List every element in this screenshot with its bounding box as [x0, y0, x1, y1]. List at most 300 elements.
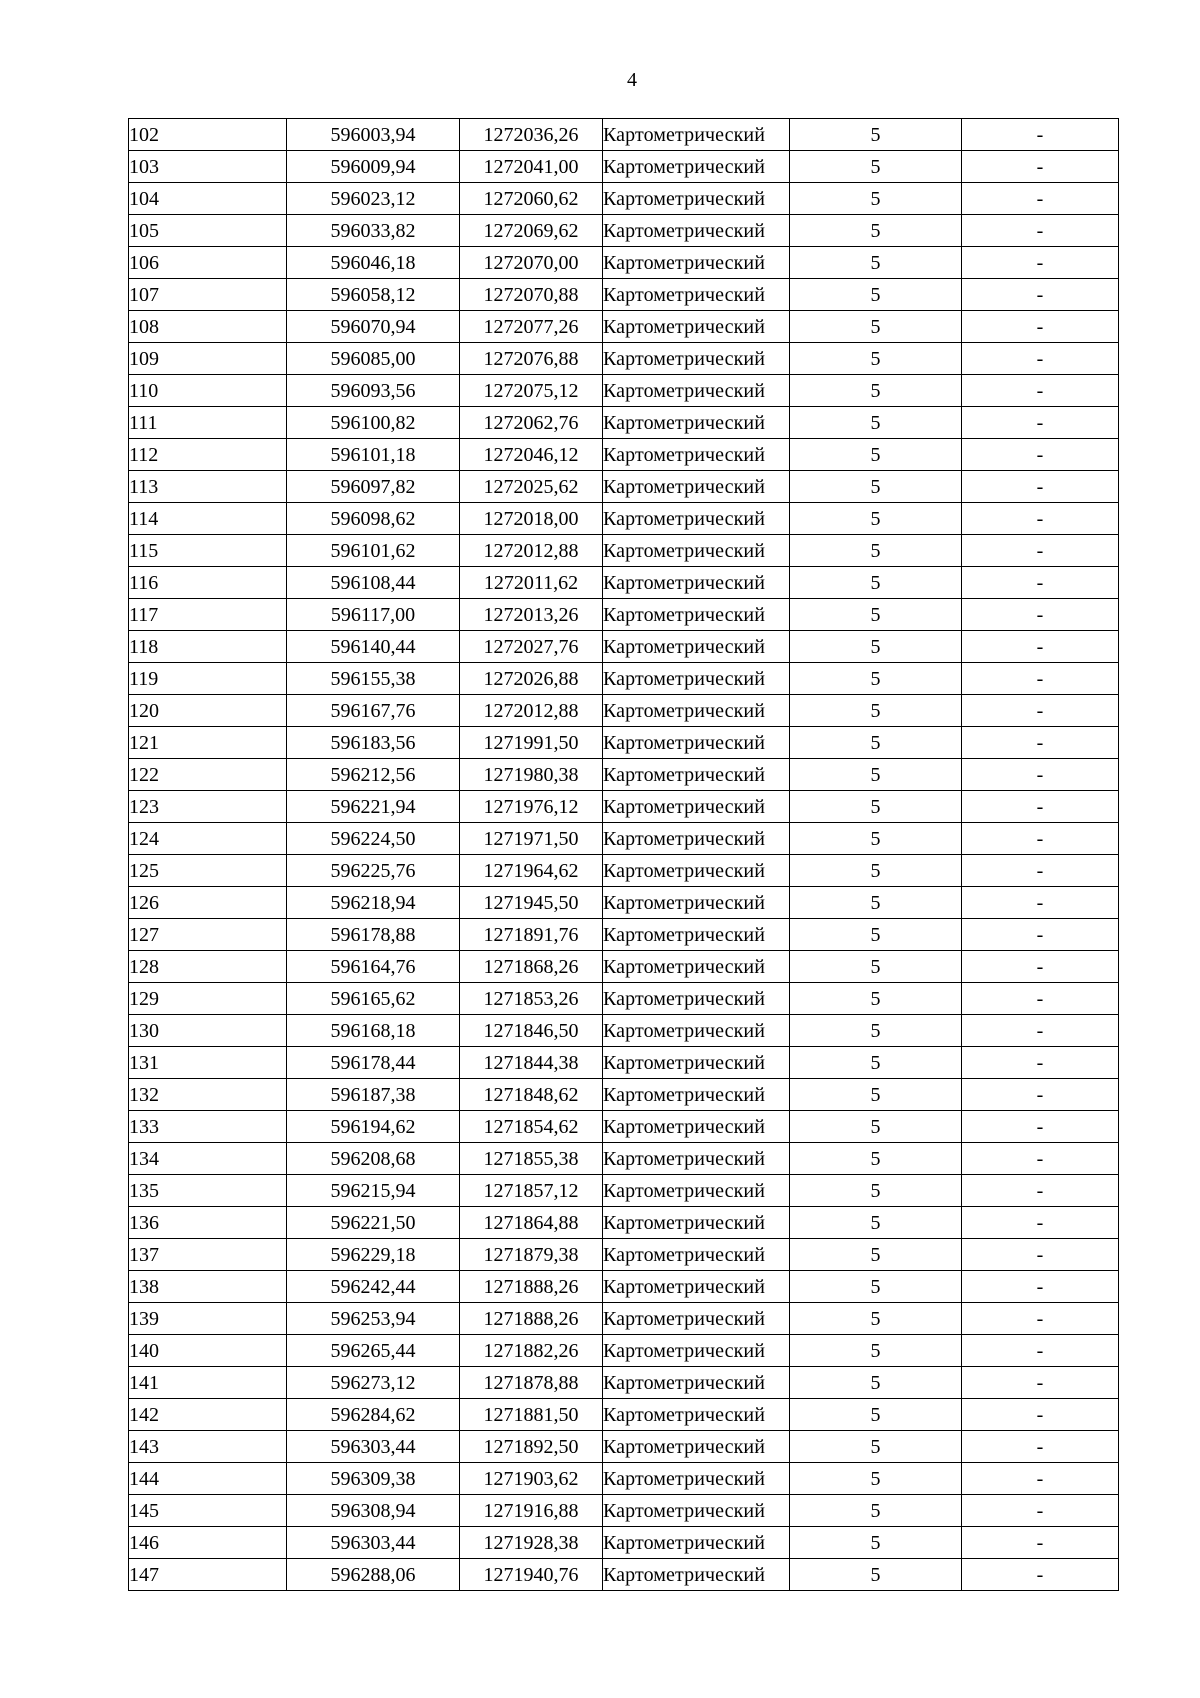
point-number-cell: 114: [129, 503, 287, 535]
accuracy-cell: 5: [790, 1527, 962, 1559]
note-cell: -: [962, 855, 1119, 887]
y-coordinate-cell: 1271846,50: [460, 1015, 603, 1047]
y-coordinate-cell: 1271980,38: [460, 759, 603, 791]
y-coordinate-cell: 1272018,00: [460, 503, 603, 535]
note-cell: -: [962, 1207, 1119, 1239]
y-coordinate-cell: 1271879,38: [460, 1239, 603, 1271]
y-coordinate-cell: 1271892,50: [460, 1431, 603, 1463]
accuracy-cell: 5: [790, 215, 962, 247]
point-number-cell: 129: [129, 983, 287, 1015]
method-cell: Картометрический: [603, 311, 790, 343]
point-number-cell: 110: [129, 375, 287, 407]
point-number-cell: 141: [129, 1367, 287, 1399]
table-row: [129, 1207, 1119, 1239]
y-coordinate-cell: 1272075,12: [460, 375, 603, 407]
note-cell: -: [962, 1303, 1119, 1335]
x-coordinate-cell: 596058,12: [287, 279, 460, 311]
x-coordinate-cell: 596168,18: [287, 1015, 460, 1047]
accuracy-cell: 5: [790, 439, 962, 471]
y-coordinate-cell: 1271888,26: [460, 1271, 603, 1303]
point-number-cell: 124: [129, 823, 287, 855]
note-cell: -: [962, 375, 1119, 407]
accuracy-cell: 5: [790, 1495, 962, 1527]
note-cell: -: [962, 535, 1119, 567]
accuracy-cell: 5: [790, 151, 962, 183]
method-cell: Картометрический: [603, 1335, 790, 1367]
accuracy-cell: 5: [790, 1239, 962, 1271]
point-number-cell: 108: [129, 311, 287, 343]
table-row: [129, 1335, 1119, 1367]
table-row: [129, 663, 1119, 695]
table-row: [129, 567, 1119, 599]
table-row: [129, 471, 1119, 503]
note-cell: -: [962, 1047, 1119, 1079]
x-coordinate-cell: 596155,38: [287, 663, 460, 695]
method-cell: Картометрический: [603, 951, 790, 983]
note-cell: -: [962, 1527, 1119, 1559]
x-coordinate-cell: 596093,56: [287, 375, 460, 407]
y-coordinate-cell: 1272060,62: [460, 183, 603, 215]
x-coordinate-cell: 596003,94: [287, 119, 460, 151]
method-cell: Картометрический: [603, 1271, 790, 1303]
table-row: [129, 823, 1119, 855]
method-cell: Картометрический: [603, 791, 790, 823]
method-cell: Картометрический: [603, 1207, 790, 1239]
x-coordinate-cell: 596225,76: [287, 855, 460, 887]
point-number-cell: 107: [129, 279, 287, 311]
accuracy-cell: 5: [790, 1303, 962, 1335]
accuracy-cell: 5: [790, 1335, 962, 1367]
table-row: [129, 983, 1119, 1015]
method-cell: Картометрический: [603, 1047, 790, 1079]
method-cell: Картометрический: [603, 1527, 790, 1559]
x-coordinate-cell: 596194,62: [287, 1111, 460, 1143]
note-cell: -: [962, 759, 1119, 791]
accuracy-cell: 5: [790, 823, 962, 855]
accuracy-cell: 5: [790, 567, 962, 599]
point-number-cell: 127: [129, 919, 287, 951]
accuracy-cell: 5: [790, 951, 962, 983]
point-number-cell: 102: [129, 119, 287, 151]
point-number-cell: 136: [129, 1207, 287, 1239]
point-number-cell: 112: [129, 439, 287, 471]
note-cell: -: [962, 503, 1119, 535]
note-cell: -: [962, 439, 1119, 471]
accuracy-cell: 5: [790, 407, 962, 439]
accuracy-cell: 5: [790, 887, 962, 919]
accuracy-cell: 5: [790, 1207, 962, 1239]
x-coordinate-cell: 596046,18: [287, 247, 460, 279]
table-row: [129, 1495, 1119, 1527]
method-cell: Картометрический: [603, 1079, 790, 1111]
table-row: [129, 1175, 1119, 1207]
point-number-cell: 126: [129, 887, 287, 919]
method-cell: Картометрический: [603, 1015, 790, 1047]
note-cell: -: [962, 1271, 1119, 1303]
accuracy-cell: 5: [790, 855, 962, 887]
accuracy-cell: 5: [790, 759, 962, 791]
accuracy-cell: 5: [790, 119, 962, 151]
coordinates-table-body: [129, 119, 1119, 1591]
note-cell: -: [962, 791, 1119, 823]
x-coordinate-cell: 596303,44: [287, 1431, 460, 1463]
point-number-cell: 122: [129, 759, 287, 791]
y-coordinate-cell: 1272069,62: [460, 215, 603, 247]
table-row: [129, 119, 1119, 151]
method-cell: Картометрический: [603, 1559, 790, 1591]
y-coordinate-cell: 1272026,88: [460, 663, 603, 695]
point-number-cell: 123: [129, 791, 287, 823]
note-cell: -: [962, 1495, 1119, 1527]
table-row: [129, 855, 1119, 887]
table-row: [129, 311, 1119, 343]
y-coordinate-cell: 1272077,26: [460, 311, 603, 343]
accuracy-cell: 5: [790, 1015, 962, 1047]
table-row: [129, 1399, 1119, 1431]
x-coordinate-cell: 596229,18: [287, 1239, 460, 1271]
accuracy-cell: 5: [790, 983, 962, 1015]
method-cell: Картометрический: [603, 503, 790, 535]
x-coordinate-cell: 596183,56: [287, 727, 460, 759]
accuracy-cell: 5: [790, 1175, 962, 1207]
table-row: [129, 1079, 1119, 1111]
note-cell: -: [962, 311, 1119, 343]
accuracy-cell: 5: [790, 1463, 962, 1495]
x-coordinate-cell: 596215,94: [287, 1175, 460, 1207]
note-cell: -: [962, 1143, 1119, 1175]
y-coordinate-cell: 1271878,88: [460, 1367, 603, 1399]
method-cell: Картометрический: [603, 439, 790, 471]
point-number-cell: 109: [129, 343, 287, 375]
method-cell: Картометрический: [603, 1431, 790, 1463]
table-row: [129, 631, 1119, 663]
y-coordinate-cell: 1271868,26: [460, 951, 603, 983]
page-number: 4: [627, 69, 637, 91]
table-row: [129, 1047, 1119, 1079]
x-coordinate-cell: 596308,94: [287, 1495, 460, 1527]
method-cell: Картометрический: [603, 567, 790, 599]
point-number-cell: 143: [129, 1431, 287, 1463]
point-number-cell: 140: [129, 1335, 287, 1367]
accuracy-cell: 5: [790, 1271, 962, 1303]
method-cell: Картометрический: [603, 1463, 790, 1495]
method-cell: Картометрический: [603, 663, 790, 695]
point-number-cell: 139: [129, 1303, 287, 1335]
accuracy-cell: 5: [790, 1559, 962, 1591]
table-row: [129, 1463, 1119, 1495]
y-coordinate-cell: 1272012,88: [460, 695, 603, 727]
x-coordinate-cell: 596253,94: [287, 1303, 460, 1335]
x-coordinate-cell: 596085,00: [287, 343, 460, 375]
table-row: [129, 343, 1119, 375]
accuracy-cell: 5: [790, 279, 962, 311]
x-coordinate-cell: 596009,94: [287, 151, 460, 183]
table-row: [129, 791, 1119, 823]
point-number-cell: 145: [129, 1495, 287, 1527]
method-cell: Картометрический: [603, 1143, 790, 1175]
accuracy-cell: 5: [790, 1047, 962, 1079]
point-number-cell: 103: [129, 151, 287, 183]
note-cell: -: [962, 599, 1119, 631]
note-cell: -: [962, 951, 1119, 983]
point-number-cell: 130: [129, 1015, 287, 1047]
x-coordinate-cell: 596309,38: [287, 1463, 460, 1495]
y-coordinate-cell: 1271945,50: [460, 887, 603, 919]
y-coordinate-cell: 1272027,76: [460, 631, 603, 663]
accuracy-cell: 5: [790, 1111, 962, 1143]
y-coordinate-cell: 1271855,38: [460, 1143, 603, 1175]
table-row: [129, 1271, 1119, 1303]
point-number-cell: 142: [129, 1399, 287, 1431]
accuracy-cell: 5: [790, 695, 962, 727]
y-coordinate-cell: 1272070,88: [460, 279, 603, 311]
x-coordinate-cell: 596140,44: [287, 631, 460, 663]
table-row: [129, 247, 1119, 279]
note-cell: -: [962, 1399, 1119, 1431]
x-coordinate-cell: 596117,00: [287, 599, 460, 631]
y-coordinate-cell: 1271891,76: [460, 919, 603, 951]
accuracy-cell: 5: [790, 471, 962, 503]
method-cell: Картометрический: [603, 535, 790, 567]
method-cell: Картометрический: [603, 855, 790, 887]
point-number-cell: 117: [129, 599, 287, 631]
point-number-cell: 135: [129, 1175, 287, 1207]
note-cell: -: [962, 1239, 1119, 1271]
method-cell: Картометрический: [603, 151, 790, 183]
point-number-cell: 138: [129, 1271, 287, 1303]
point-number-cell: 116: [129, 567, 287, 599]
y-coordinate-cell: 1272076,88: [460, 343, 603, 375]
note-cell: -: [962, 1079, 1119, 1111]
y-coordinate-cell: 1272070,00: [460, 247, 603, 279]
point-number-cell: 147: [129, 1559, 287, 1591]
table-row: [129, 503, 1119, 535]
y-coordinate-cell: 1271991,50: [460, 727, 603, 759]
table-row: [129, 1527, 1119, 1559]
table-row: [129, 279, 1119, 311]
accuracy-cell: 5: [790, 1367, 962, 1399]
x-coordinate-cell: 596167,76: [287, 695, 460, 727]
x-coordinate-cell: 596101,18: [287, 439, 460, 471]
method-cell: Картометрический: [603, 471, 790, 503]
point-number-cell: 144: [129, 1463, 287, 1495]
method-cell: Картометрический: [603, 1495, 790, 1527]
accuracy-cell: 5: [790, 631, 962, 663]
accuracy-cell: 5: [790, 183, 962, 215]
method-cell: Картометрический: [603, 407, 790, 439]
note-cell: -: [962, 151, 1119, 183]
y-coordinate-cell: 1272041,00: [460, 151, 603, 183]
note-cell: -: [962, 567, 1119, 599]
y-coordinate-cell: 1271853,26: [460, 983, 603, 1015]
method-cell: Картометрический: [603, 215, 790, 247]
note-cell: -: [962, 343, 1119, 375]
point-number-cell: 106: [129, 247, 287, 279]
note-cell: -: [962, 1015, 1119, 1047]
table-row: [129, 727, 1119, 759]
y-coordinate-cell: 1271888,26: [460, 1303, 603, 1335]
x-coordinate-cell: 596101,62: [287, 535, 460, 567]
method-cell: Картометрический: [603, 343, 790, 375]
note-cell: -: [962, 1335, 1119, 1367]
point-number-cell: 121: [129, 727, 287, 759]
table-row: [129, 1367, 1119, 1399]
y-coordinate-cell: 1272012,88: [460, 535, 603, 567]
table-row: [129, 1559, 1119, 1591]
point-number-cell: 125: [129, 855, 287, 887]
method-cell: Картометрический: [603, 1175, 790, 1207]
point-number-cell: 104: [129, 183, 287, 215]
accuracy-cell: 5: [790, 1431, 962, 1463]
note-cell: -: [962, 1367, 1119, 1399]
note-cell: -: [962, 1175, 1119, 1207]
note-cell: -: [962, 983, 1119, 1015]
method-cell: Картометрический: [603, 1399, 790, 1431]
note-cell: -: [962, 279, 1119, 311]
accuracy-cell: 5: [790, 1399, 962, 1431]
x-coordinate-cell: 596033,82: [287, 215, 460, 247]
coordinates-table: [128, 118, 1119, 1591]
accuracy-cell: 5: [790, 663, 962, 695]
method-cell: Картометрический: [603, 183, 790, 215]
point-number-cell: 132: [129, 1079, 287, 1111]
table-row: [129, 375, 1119, 407]
x-coordinate-cell: 596284,62: [287, 1399, 460, 1431]
point-number-cell: 113: [129, 471, 287, 503]
note-cell: -: [962, 1463, 1119, 1495]
method-cell: Картометрический: [603, 759, 790, 791]
method-cell: Картометрический: [603, 631, 790, 663]
x-coordinate-cell: 596208,68: [287, 1143, 460, 1175]
y-coordinate-cell: 1271971,50: [460, 823, 603, 855]
method-cell: Картометрический: [603, 247, 790, 279]
y-coordinate-cell: 1272013,26: [460, 599, 603, 631]
x-coordinate-cell: 596187,38: [287, 1079, 460, 1111]
x-coordinate-cell: 596212,56: [287, 759, 460, 791]
y-coordinate-cell: 1271844,38: [460, 1047, 603, 1079]
method-cell: Картометрический: [603, 1303, 790, 1335]
method-cell: Картометрический: [603, 919, 790, 951]
y-coordinate-cell: 1271857,12: [460, 1175, 603, 1207]
table-row: [129, 599, 1119, 631]
point-number-cell: 137: [129, 1239, 287, 1271]
x-coordinate-cell: 596097,82: [287, 471, 460, 503]
x-coordinate-cell: 596221,94: [287, 791, 460, 823]
note-cell: -: [962, 247, 1119, 279]
x-coordinate-cell: 596224,50: [287, 823, 460, 855]
y-coordinate-cell: 1271881,50: [460, 1399, 603, 1431]
x-coordinate-cell: 596165,62: [287, 983, 460, 1015]
y-coordinate-cell: 1271864,88: [460, 1207, 603, 1239]
y-coordinate-cell: 1271964,62: [460, 855, 603, 887]
point-number-cell: 128: [129, 951, 287, 983]
point-number-cell: 111: [129, 407, 287, 439]
method-cell: Картометрический: [603, 983, 790, 1015]
accuracy-cell: 5: [790, 599, 962, 631]
note-cell: -: [962, 119, 1119, 151]
x-coordinate-cell: 596218,94: [287, 887, 460, 919]
point-number-cell: 131: [129, 1047, 287, 1079]
note-cell: -: [962, 1559, 1119, 1591]
method-cell: Картометрический: [603, 887, 790, 919]
note-cell: -: [962, 631, 1119, 663]
accuracy-cell: 5: [790, 343, 962, 375]
accuracy-cell: 5: [790, 727, 962, 759]
method-cell: Картометрический: [603, 279, 790, 311]
table-row: [129, 535, 1119, 567]
table-row: [129, 1303, 1119, 1335]
x-coordinate-cell: 596288,06: [287, 1559, 460, 1591]
y-coordinate-cell: 1271928,38: [460, 1527, 603, 1559]
y-coordinate-cell: 1272046,12: [460, 439, 603, 471]
note-cell: -: [962, 919, 1119, 951]
method-cell: Картометрический: [603, 1239, 790, 1271]
x-coordinate-cell: 596221,50: [287, 1207, 460, 1239]
table-row: [129, 887, 1119, 919]
y-coordinate-cell: 1272025,62: [460, 471, 603, 503]
table-row: [129, 1111, 1119, 1143]
method-cell: Картометрический: [603, 1111, 790, 1143]
accuracy-cell: 5: [790, 919, 962, 951]
table-row: [129, 759, 1119, 791]
accuracy-cell: 5: [790, 247, 962, 279]
y-coordinate-cell: 1272062,76: [460, 407, 603, 439]
table-row: [129, 1239, 1119, 1271]
table-row: [129, 1015, 1119, 1047]
point-number-cell: 115: [129, 535, 287, 567]
method-cell: Картометрический: [603, 823, 790, 855]
note-cell: -: [962, 695, 1119, 727]
accuracy-cell: 5: [790, 375, 962, 407]
point-number-cell: 118: [129, 631, 287, 663]
x-coordinate-cell: 596242,44: [287, 1271, 460, 1303]
point-number-cell: 134: [129, 1143, 287, 1175]
table-row: [129, 407, 1119, 439]
table-row: [129, 1431, 1119, 1463]
accuracy-cell: 5: [790, 535, 962, 567]
point-number-cell: 120: [129, 695, 287, 727]
note-cell: -: [962, 1111, 1119, 1143]
accuracy-cell: 5: [790, 503, 962, 535]
x-coordinate-cell: 596164,76: [287, 951, 460, 983]
table-row: [129, 183, 1119, 215]
point-number-cell: 105: [129, 215, 287, 247]
note-cell: -: [962, 887, 1119, 919]
table-row: [129, 1143, 1119, 1175]
table-row: [129, 439, 1119, 471]
method-cell: Картометрический: [603, 695, 790, 727]
note-cell: -: [962, 215, 1119, 247]
table-row: [129, 215, 1119, 247]
y-coordinate-cell: 1271854,62: [460, 1111, 603, 1143]
note-cell: -: [962, 407, 1119, 439]
method-cell: Картометрический: [603, 1367, 790, 1399]
table-row: [129, 951, 1119, 983]
method-cell: Картометрический: [603, 727, 790, 759]
accuracy-cell: 5: [790, 1079, 962, 1111]
accuracy-cell: 5: [790, 791, 962, 823]
y-coordinate-cell: 1271976,12: [460, 791, 603, 823]
accuracy-cell: 5: [790, 311, 962, 343]
x-coordinate-cell: 596023,12: [287, 183, 460, 215]
x-coordinate-cell: 596108,44: [287, 567, 460, 599]
method-cell: Картометрический: [603, 599, 790, 631]
y-coordinate-cell: 1272036,26: [460, 119, 603, 151]
table-row: [129, 151, 1119, 183]
y-coordinate-cell: 1272011,62: [460, 567, 603, 599]
note-cell: -: [962, 727, 1119, 759]
y-coordinate-cell: 1271848,62: [460, 1079, 603, 1111]
